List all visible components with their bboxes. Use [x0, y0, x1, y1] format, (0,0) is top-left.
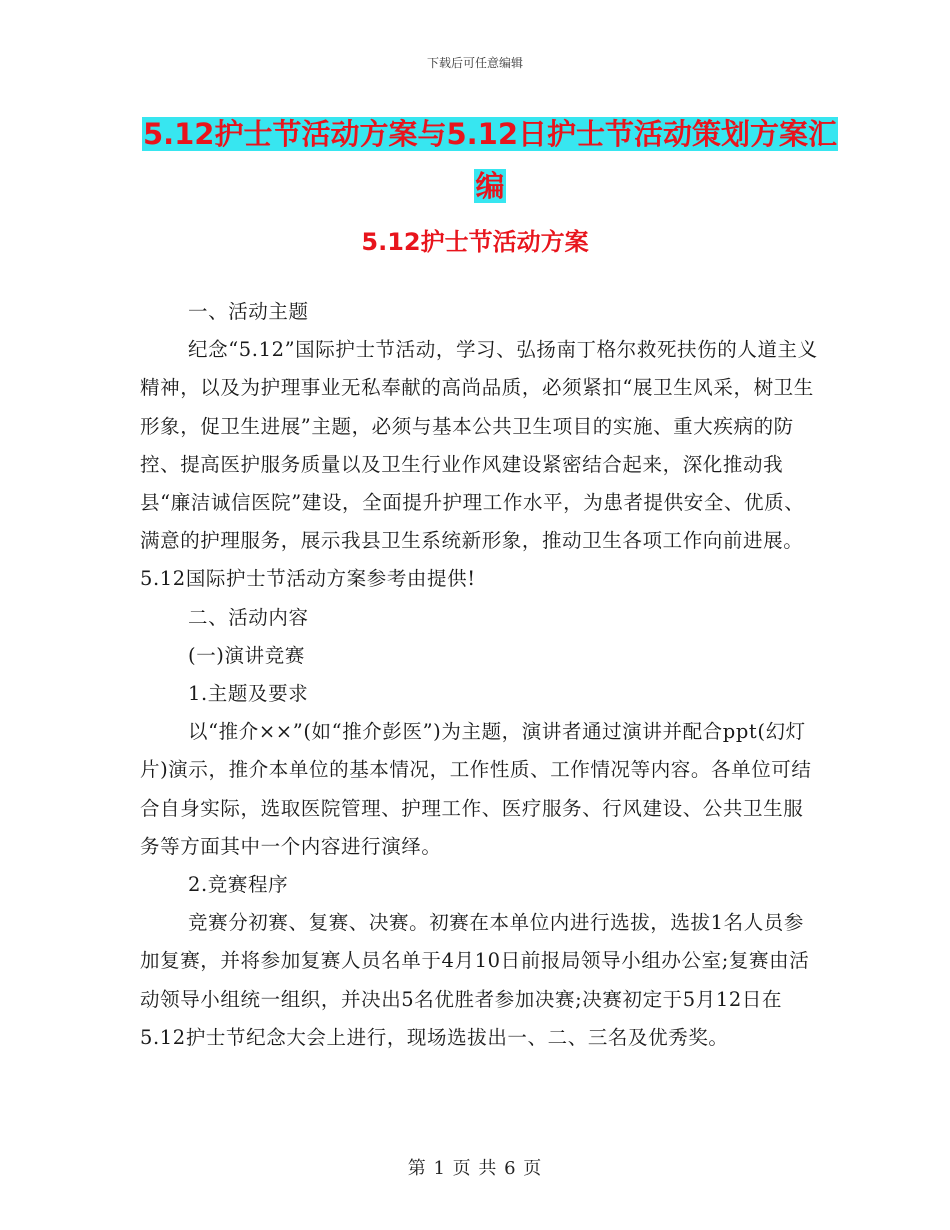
document-body [140, 293, 820, 1057]
document-title-line-1: 5.12护士节活动方案与5.12日护士节活动策划方案汇 [142, 117, 838, 151]
subheading-speech-contest: (一)演讲竞赛 [188, 643, 305, 667]
heading-activity-theme: 一、活动主题 [188, 300, 309, 323]
page-footer-page-number: 第 1 页 共 6 页 [407, 1158, 543, 1179]
paragraph-activity-theme: 纪念“5.12”国际护士节活动，学习、弘扬南丁格尔救死扶伤的人道主义精神，以及为护理事业无私奉献的高尚品质，必须紧扣“展卫生风采，树卫生形象，促卫生进展”主题，必须与基本公共卫生项目的实施、重大疾病的防控、提高医护服务质量以及卫生行业作风建设紧密结合起来，深化推动我县“廉洁诚信医院”建设，全面提升护理工作水平，为患者提供安全、优质、满意的护理服务，展示我县卫生系统新形象，推动卫生各项工作向前进展。5.12国际护士节活动方案参考由提供! [140, 338, 818, 591]
subheading-contest-procedure: 2.竞赛程序 [188, 873, 289, 897]
page-header-note: 下载后可任意编辑 [426, 56, 523, 70]
document-title-line-2: 编 [475, 169, 505, 203]
section-title: 5.12护士节活动方案 [361, 228, 589, 256]
paragraph-contest-procedure: 竞赛分初赛、复赛、决赛。初赛在本单位内进行选拔，选拔1名人员参加复赛，并将参加复赛人员名单于4月10日前报局领导小组办公室;复赛由活动领导小组统一组织，并决出5名优胜者参加决赛;决赛初定于5月12日在5.12护士节纪念大会上进行，现场选拔出一、二、三名及优秀奖。 [140, 911, 810, 1049]
subheading-theme-requirements: 1.主题及要求 [188, 682, 309, 706]
document-title [140, 108, 840, 212]
heading-activity-content: 二、活动内容 [188, 605, 309, 629]
paragraph-theme-requirements: 以“推介××”(如“推介彭医”)为主题，演讲者通过演讲并配合ppt(幻灯片)演示，推介本单位的基本情况，工作性质、工作情况等内容。各单位可结合自身实际，选取医院管理、护理工作、医疗服务、行风建设、公共卫生服务等方面其中一个内容进行演绎。 [140, 720, 812, 858]
